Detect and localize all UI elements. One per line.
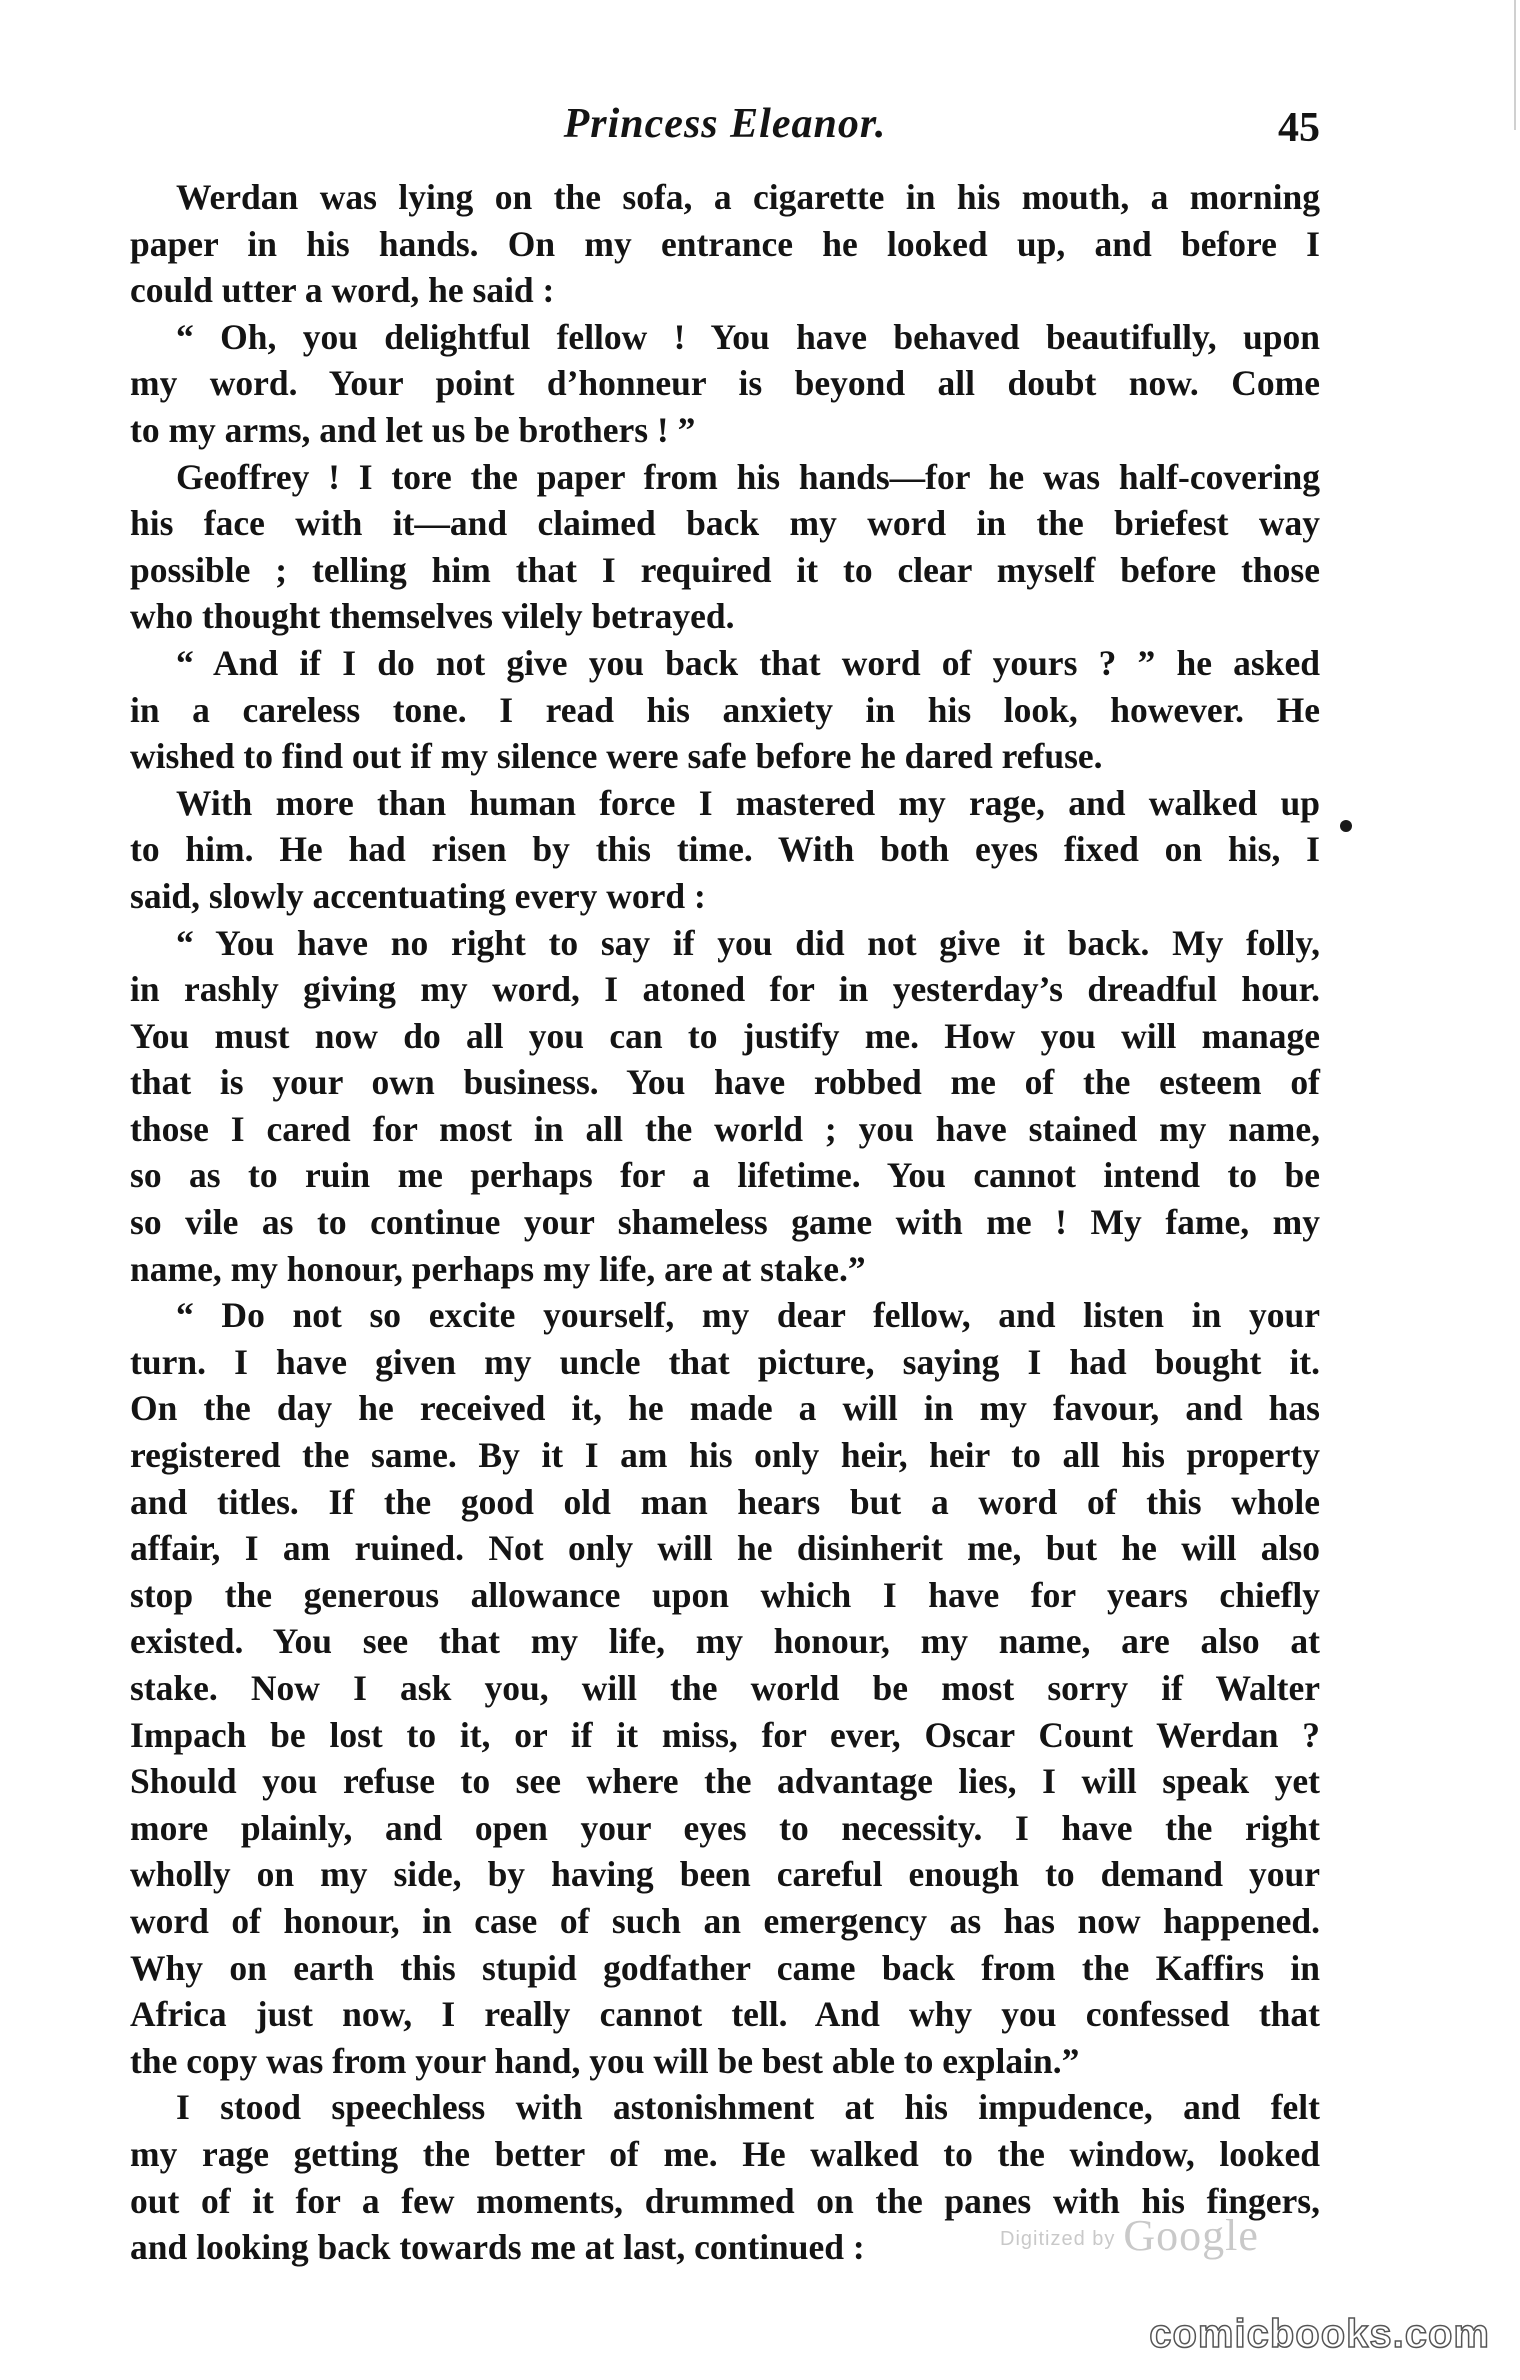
text-line: in a careless tone. I read his anxiety in his look, however. He [130,689,1320,730]
text-line: out of it for a few moments, drummed on the panes with his fingers, [130,2180,1320,2221]
text-line: and titles. If the good old man hears but a word of this whole [130,1481,1320,1522]
text-line: so as to ruin me perhaps for a lifetime. You cannot intend to be [130,1155,1320,1196]
text-line: could utter a word, he said : [130,270,555,311]
paragraph [130,174,1320,314]
text-line: more plainly, and open your eyes to necessity. I have the right [130,1807,1320,1848]
page-edge-line [1514,0,1516,130]
text-line: that is your own business. You have robbed me of the esteem of [130,1062,1320,1103]
paragraph [130,640,1320,780]
text-line: Impach be lost to it, or if it miss, for ever, Oscar Count Werdan ? [130,1714,1320,1755]
site-watermark: comicbooks.com [1149,2312,1490,2356]
text-line: in rashly giving my word, I atoned for in yesterday’s dreadful hour. [130,969,1320,1010]
text-line: word of honour, in case of such an emergency as has now happened. [130,1900,1320,1941]
text-line: “ And if I do not give you back that word of yours ? ” he asked [176,642,1320,683]
text-line: “ Oh, you delightful fellow ! You have behaved beautifully, upon [176,316,1320,357]
page-number: 45 [1278,105,1320,151]
google-watermark-prefix: Digitized by [1000,2228,1116,2251]
margin-dot [1340,820,1352,832]
text-line: On the day he received it, he made a will in my favour, and has [130,1388,1320,1429]
text-line: so vile as to continue your shameless game with me ! My fame, my [130,1202,1320,1243]
google-watermark [1000,2210,1259,2261]
text-line: You must now do all you can to justify me. How you will manage [130,1015,1320,1056]
text-line: Should you refuse to see where the advantage lies, I will speak yet [130,1761,1320,1802]
body-text [130,174,1320,2271]
text-line: Geoffrey ! I tore the paper from his hands—for he was half-covering [176,456,1320,497]
text-line: to him. He had risen by this time. With both eyes fixed on his, I [130,829,1320,870]
text-line: name, my honour, perhaps my life, are at stake.” [130,1248,866,1289]
text-line: turn. I have given my uncle that picture, saying I had bought it. [130,1341,1320,1382]
text-line: said, slowly accentuating every word : [130,875,706,916]
google-watermark-word: Google [1123,2211,1259,2260]
text-line: his face with it—and claimed back my word in the briefest way [130,503,1320,544]
text-line: paper in his hands. On my entrance he looked up, and before I [130,223,1320,264]
running-title: Princess Eleanor. [563,101,887,147]
page-header [130,100,1320,160]
paragraph [130,1292,1320,2084]
text-line: to my arms, and let us be brothers ! ” [130,409,696,450]
text-line: who thought themselves vilely betrayed. [130,596,735,637]
text-line: I stood speechless with astonishment at his impudence, and felt [176,2087,1320,2128]
text-line: “ You have no right to say if you did not give it back. My folly, [176,922,1320,963]
text-line: wished to find out if my silence were safe before he dared refuse. [130,736,1103,777]
text-line: the copy was from your hand, you will be best able to explain.” [130,2040,1080,2081]
text-line: “ Do not so excite yourself, my dear fellow, and listen in your [176,1295,1320,1336]
paragraph [130,454,1320,640]
text-line: my rage getting the better of me. He walked to the window, looked [130,2133,1320,2174]
paragraph [130,920,1320,1293]
paragraph [130,314,1320,454]
text-line: possible ; telling him that I required it to clear myself before those [130,549,1320,590]
text-line: affair, I am ruined. Not only will he disinherit me, but he will also [130,1528,1320,1569]
text-line: my word. Your point d’honneur is beyond all doubt now. Come [130,363,1320,404]
text-line: Why on earth this stupid godfather came back from the Kaffirs in [130,1947,1320,1988]
paragraph [130,780,1320,920]
text-line: With more than human force I mastered my rage, and walked up [176,782,1320,823]
text-line: wholly on my side, by having been careful enough to demand your [130,1854,1320,1895]
text-line: Africa just now, I really cannot tell. And why you confessed that [130,1994,1320,2035]
text-line: stake. Now I ask you, will the world be most sorry if Walter [130,1668,1320,1708]
text-line: registered the same. By it I am his only heir, heir to all his property [130,1435,1320,1476]
text-line: stop the generous allowance upon which I have for years chiefly [130,1574,1320,1615]
text-line: those I cared for most in all the world ; you have stained my name, [130,1108,1320,1149]
text-line: and looking back towards me at last, continued : [130,2227,865,2268]
text-line: existed. You see that my life, my honour, my name, are also at [130,1621,1320,1662]
text-line: Werdan was lying on the sofa, a cigarette in his mouth, a morning [176,177,1320,217]
